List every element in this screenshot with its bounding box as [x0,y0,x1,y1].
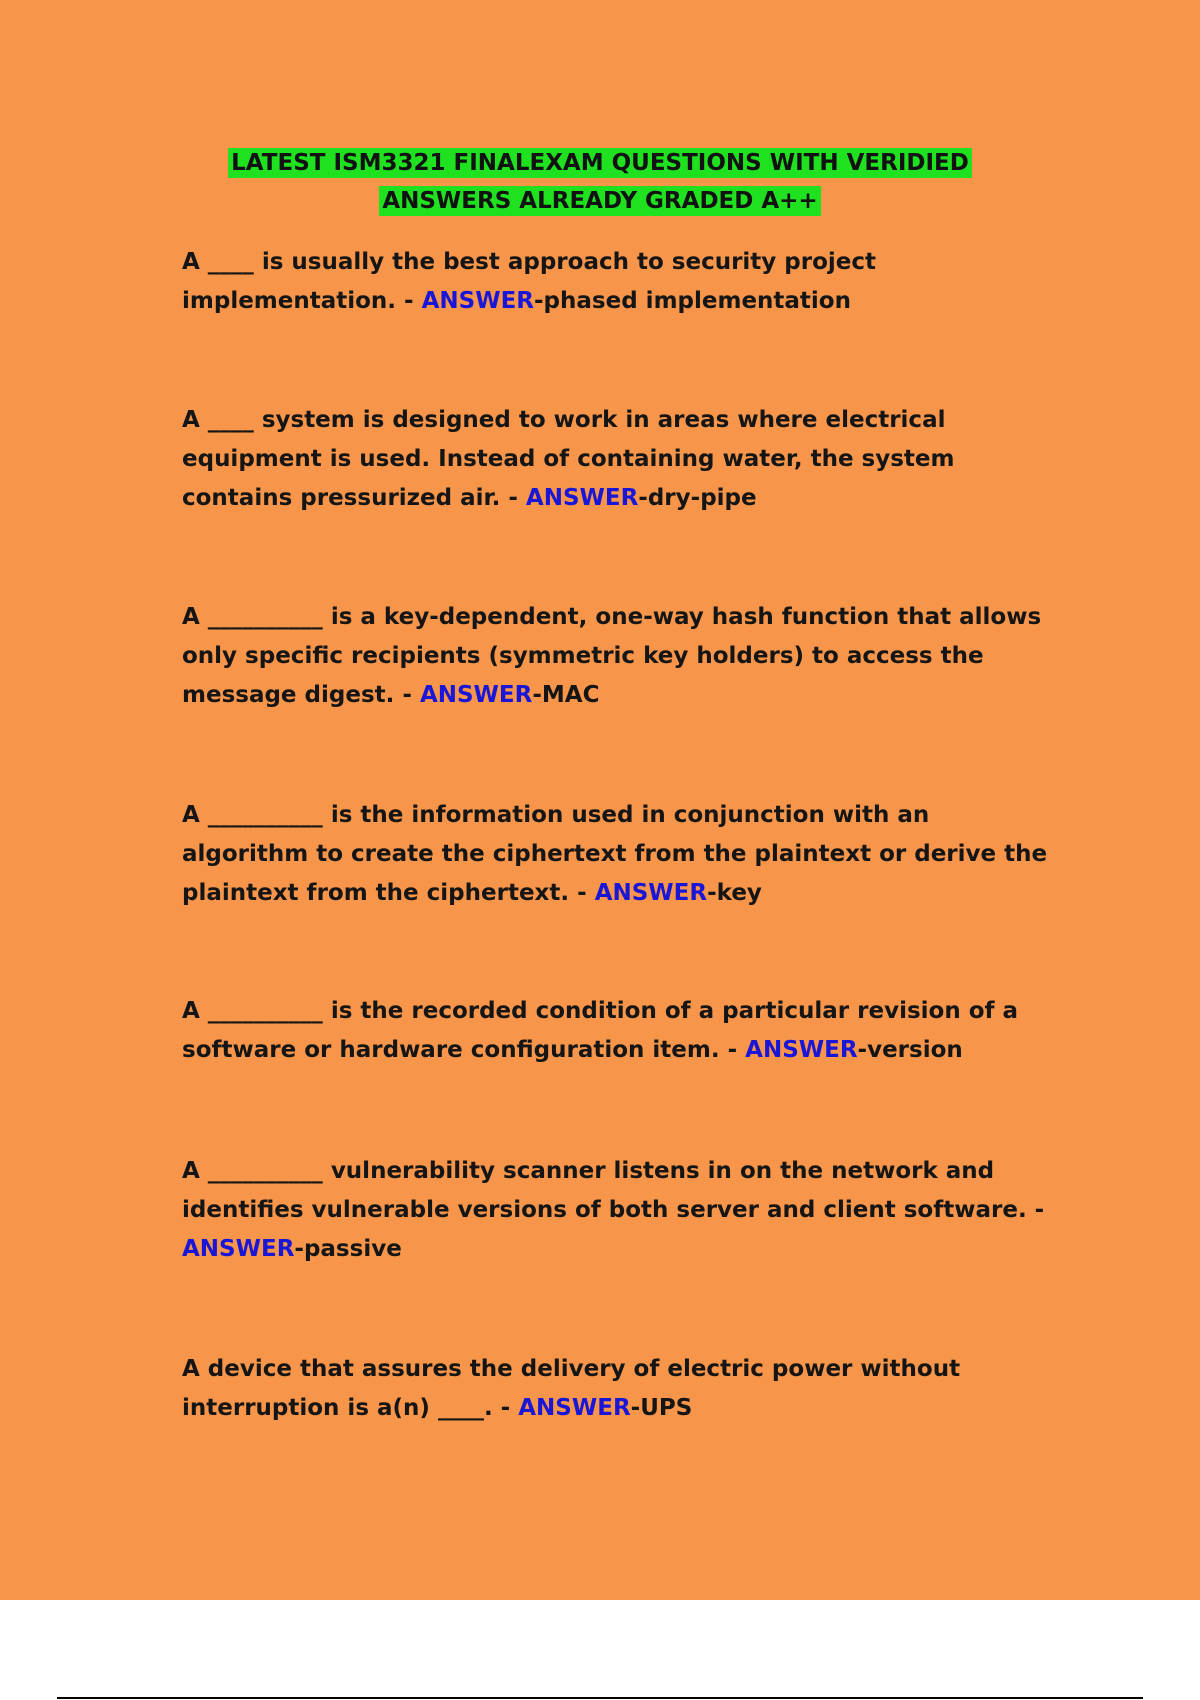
answer-label: ANSWER [182,1236,295,1262]
answer-label: ANSWER [525,485,639,511]
title-line-2: ANSWERS ALREADY GRADED A++ [379,186,820,216]
qa-item-6 [182,1152,1062,1269]
qa-item-3 [182,598,1062,715]
qa-item-4 [182,796,1062,913]
answer-text: -key [707,880,762,906]
qa-item-1 [182,243,1062,321]
qa-item-2 [182,401,1062,518]
answer-text: -dry-pipe [638,485,757,511]
question-text: A __________ is the recorded condition of a particular revision of a software or hardware configuration item. - [182,998,1019,1063]
answer-label: ANSWER [594,880,708,906]
question-text: A ____ system is designed to work in areas where electrical equipment is used. Instead of containing water, the system contains pressurized air. - [182,407,955,511]
answer-text: -MAC [532,682,600,708]
question-text: A device that assures the delivery of electric power without interruption is a(n) ____. - [182,1356,961,1421]
answer-text: -phased implementation [534,288,851,314]
question-text: A __________ is a key-dependent, one-way hash function that allows only specific recipients (symmetric key holders) to access the message digest. - [182,604,1042,708]
footer-divider [57,1697,1143,1699]
title-line-1: LATEST ISM3321 FINALEXAM QUESTIONS WITH VERIDIED [228,148,972,178]
answer-text: -UPS [630,1395,693,1421]
document-title [0,144,1200,220]
answer-text: -passive [294,1236,402,1262]
answer-text: -version [857,1037,963,1063]
answer-label: ANSWER [419,682,533,708]
answer-label: ANSWER [518,1395,631,1421]
qa-item-7 [182,1350,1062,1428]
question-text: A __________ is the information used in conjunction with an algorithm to create the ciphertext from the plaintext or derive the plaintext from the ciphertext. - [182,802,1048,906]
answer-label: ANSWER [421,288,535,314]
answer-label: ANSWER [745,1037,858,1063]
qa-item-5 [182,992,1062,1070]
question-text: A __________ vulnerability scanner listens in on the network and identifies vulnerable versions of both server and client software. - [182,1158,1045,1223]
question-text: A ____ is usually the best approach to security project implementation. - [182,249,877,314]
